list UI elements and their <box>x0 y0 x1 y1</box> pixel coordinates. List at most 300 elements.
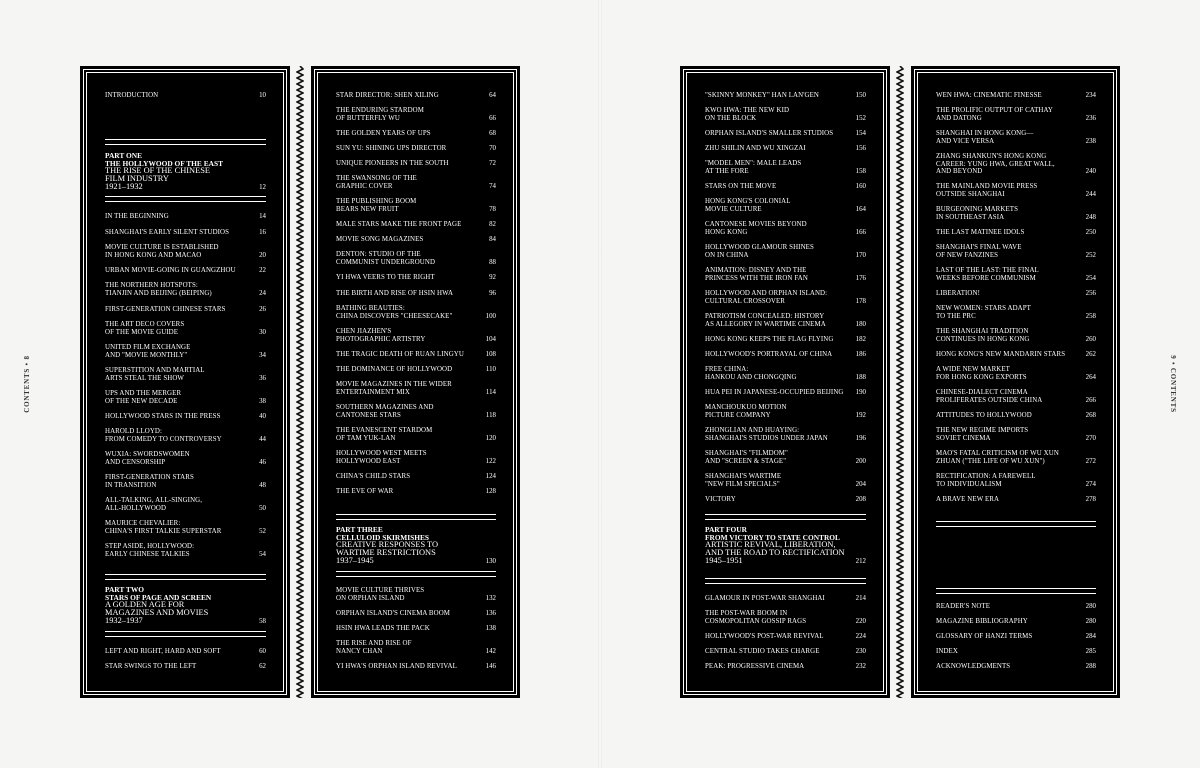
toc-entry[interactable] <box>336 381 496 396</box>
toc-entry[interactable] <box>105 390 266 405</box>
toc-entry-title: SUN YU: SHINING UPS DIRECTOR <box>336 145 447 152</box>
toc-entry[interactable] <box>336 351 496 359</box>
toc-entry[interactable] <box>705 595 866 603</box>
toc-entry-title: THE POST-WAR BOOM IN COSMOPOLITAN GOSSIP RAGS <box>705 610 807 625</box>
toc-entry[interactable] <box>336 587 496 602</box>
toc-entry-title: CHINA'S CHILD STARS <box>336 473 411 480</box>
toc-entry[interactable] <box>336 305 496 320</box>
part-years: 1945–1951 <box>705 556 743 566</box>
toc-entry-title: HOLLYWOOD'S PORTRAYAL OF CHINA <box>705 351 833 358</box>
toc-entry-page: 120 <box>485 434 496 442</box>
toc-entry-page: 166 <box>855 228 866 236</box>
toc-entry[interactable] <box>936 305 1096 320</box>
toc-entry[interactable] <box>336 107 496 122</box>
toc-entry-title: INTRODUCTION <box>105 92 159 99</box>
toc-entry[interactable] <box>705 496 866 504</box>
toc-entry-page: 214 <box>855 595 866 602</box>
toc-entry-title: CANTONESE MOVIES BEYOND HONG KONG <box>705 221 807 236</box>
part-title: PART THREE CELLULOID SKIRMISHES <box>336 525 430 542</box>
part-page-number: 130 <box>485 558 496 566</box>
toc-entry-title: ANIMATION: DISNEY AND THE PRINCESS WITH THE IRON FAN <box>705 267 808 282</box>
toc-entry-page: 230 <box>855 648 866 655</box>
toc-entry-page: 82 <box>489 221 496 228</box>
toc-entry[interactable] <box>936 351 1096 359</box>
toc-entry[interactable] <box>336 92 496 100</box>
section-rule <box>936 521 1096 527</box>
part-title: PART ONE THE HOLLYWOOD OF THE EAST <box>105 151 224 168</box>
toc-entry-title: ACKNOWLEDGMENTS <box>936 663 1011 670</box>
toc-entry-title: HONG KONG KEEPS THE FLAG FLYING <box>705 336 834 343</box>
toc-entry[interactable] <box>336 328 496 343</box>
toc-entry[interactable] <box>336 640 496 655</box>
toc-entry-page: 284 <box>1085 633 1096 640</box>
part-subtitle: ARTISTIC REVIVAL, LIBERATION, AND THE ROAD TO RECTIFICATION <box>705 540 845 558</box>
part-heading[interactable] <box>336 526 496 565</box>
toc-entry-page: 232 <box>855 663 866 670</box>
toc-entry[interactable] <box>705 244 866 259</box>
part-page-number: 212 <box>855 558 866 566</box>
toc-entry-page: 40 <box>259 413 266 420</box>
toc-entry-title: HOLLYWOOD GLAMOUR SHINES ON IN CHINA <box>705 244 814 259</box>
toc-entry-page: 270 <box>1085 434 1096 442</box>
toc-entry-title: ZHU SHILIN AND WU XINGZAI <box>705 145 806 152</box>
toc-entry-page: 278 <box>1085 496 1096 503</box>
toc-entry-title: MAO'S FATAL CRITICISM OF WU XUN ZHUAN ("THE LIFE OF WU XUN") <box>936 450 1059 465</box>
toc-entry[interactable] <box>336 427 496 442</box>
toc-entry-title: STAR SWINGS TO THE LEFT <box>105 663 197 670</box>
toc-entry[interactable] <box>336 198 496 213</box>
toc-entry[interactable] <box>336 130 496 138</box>
toc-entry-title: INDEX <box>936 648 958 655</box>
toc-entry[interactable] <box>705 648 866 656</box>
toc-entry[interactable] <box>336 404 496 419</box>
toc-entry[interactable] <box>705 366 866 381</box>
toc-entry-title: THE NEW REGIME IMPORTS SOVIET CINEMA <box>936 427 1029 442</box>
section-rule <box>336 571 496 577</box>
toc-entry[interactable] <box>936 496 1096 504</box>
toc-entry[interactable] <box>105 451 266 466</box>
toc-entry-page: 44 <box>259 435 266 443</box>
toc-entry-title: THE TRAGIC DEATH OF RUAN LINGYU <box>336 351 464 358</box>
toc-entry[interactable] <box>336 488 496 496</box>
toc-entry[interactable] <box>936 229 1096 237</box>
toc-entry[interactable] <box>336 663 496 671</box>
toc-entry[interactable] <box>705 427 866 442</box>
section-rule <box>105 139 266 145</box>
toc-entry-page: 26 <box>259 306 266 313</box>
toc-entry-page: 260 <box>1085 335 1096 343</box>
toc-entry-page: 72 <box>489 160 496 167</box>
toc-entry-title: LAST OF THE LAST: THE FINAL WEEKS BEFORE COMMUNISM <box>936 267 1039 282</box>
toc-entry[interactable] <box>936 648 1096 656</box>
toc-entry-title: READER'S NOTE <box>936 603 991 610</box>
toc-entry[interactable] <box>705 336 866 344</box>
toc-entry-page: 154 <box>855 130 866 137</box>
toc-entry[interactable] <box>936 618 1096 626</box>
toc-entry-page: 36 <box>259 374 266 382</box>
toc-entry[interactable] <box>705 663 866 671</box>
toc-entry[interactable] <box>936 107 1096 122</box>
toc-entry-title: HUA PEI IN JAPANESE-OCCUPIED BEIJING <box>705 389 844 396</box>
toc-entry-page: 208 <box>855 496 866 503</box>
part-page-number: 58 <box>259 618 266 626</box>
toc-entry-page: 110 <box>485 366 496 373</box>
toc-entry-page: 30 <box>259 328 266 336</box>
toc-entry[interactable] <box>705 290 866 305</box>
toc-entry-title: SUPERSTITION AND MARTIAL ARTS STEAL THE SHOW <box>105 367 205 382</box>
toc-entry-title: PEAK: PROGRESSIVE CINEMA <box>705 663 805 670</box>
toc-entry-title: UNITED FILM EXCHANGE AND "MOVIE MONTHLY" <box>105 344 191 359</box>
toc-entry[interactable] <box>936 427 1096 442</box>
toc-entry-page: 54 <box>259 550 266 558</box>
toc-column-2 <box>336 66 496 698</box>
toc-entry[interactable] <box>105 648 266 656</box>
toc-entry-title: THE MAINLAND MOVIE PRESS OUTSIDE SHANGHAI <box>936 183 1038 198</box>
toc-entry-title: SHANGHAI'S FINAL WAVE OF NEW FANZINES <box>936 244 1022 259</box>
toc-entry-title: THE GOLDEN YEARS OF UPS <box>336 130 431 137</box>
toc-entry-page: 136 <box>485 610 496 617</box>
toc-entry[interactable] <box>705 404 866 419</box>
left-page-label: CONTENTS • 8 <box>23 355 31 413</box>
part-heading[interactable] <box>105 586 266 625</box>
toc-entry-page: 158 <box>855 167 866 175</box>
toc-entry-page: 220 <box>855 617 866 625</box>
toc-entry[interactable] <box>936 267 1096 282</box>
toc-entry[interactable] <box>105 267 266 275</box>
toc-entry-page: 122 <box>485 457 496 465</box>
toc-entry-title: THE DOMINANCE OF HOLLYWOOD <box>336 366 453 373</box>
toc-entry[interactable] <box>336 473 496 481</box>
toc-entry[interactable] <box>705 610 866 625</box>
toc-entry[interactable] <box>705 267 866 282</box>
toc-entry[interactable] <box>105 367 266 382</box>
toc-entry-title: PATRIOTISM CONCEALED: HISTORY AS ALLEGORY IN WARTIME CINEMA <box>705 313 826 328</box>
toc-entry-title: THE ENDURING STARDOM OF BUTTERFLY WU <box>336 107 424 122</box>
toc-entry-page: 186 <box>855 351 866 358</box>
toc-entry-title: HOLLYWOOD STARS IN THE PRESS <box>105 413 221 420</box>
toc-entry[interactable] <box>936 603 1096 611</box>
toc-entry-page: 266 <box>1085 396 1096 404</box>
toc-entry-title: CHEN JIAZHEN'S PHOTOGRAPHIC ARTISTRY <box>336 328 426 343</box>
toc-entry-page: 74 <box>489 182 496 190</box>
toc-entry-page: 204 <box>855 480 866 488</box>
toc-entry[interactable] <box>705 351 866 359</box>
toc-entry-title: RECTIFICATION: A FAREWELL TO INDIVIDUALISM <box>936 473 1036 488</box>
toc-entry-page: 238 <box>1085 137 1096 145</box>
section-rule <box>105 196 266 202</box>
toc-entry-page: 138 <box>485 625 496 632</box>
toc-entry[interactable] <box>705 160 866 175</box>
toc-entry-page: 252 <box>1085 251 1096 259</box>
toc-entry-page: 50 <box>259 504 266 512</box>
toc-entry-title: KWO HWA: THE NEW KID ON THE BLOCK <box>705 107 790 122</box>
toc-entry-title: ALL-TALKING, ALL-SINGING, ALL-HOLLYWOOD <box>105 497 203 512</box>
section-rule <box>936 588 1096 594</box>
toc-entry[interactable] <box>705 145 866 153</box>
toc-entry[interactable] <box>105 474 266 489</box>
toc-entry-title: THE SWANSONG OF THE GRAPHIC COVER <box>336 175 417 190</box>
toc-entry[interactable] <box>705 92 866 100</box>
toc-entry-page: 248 <box>1085 213 1096 221</box>
toc-entry-title: MOVIE SONG MAGAZINES <box>336 236 424 243</box>
toc-entry-title: THE SHANGHAI TRADITION CONTINUES IN HONG KONG <box>936 328 1030 343</box>
toc-entry[interactable] <box>105 520 266 535</box>
toc-entry-page: 152 <box>855 114 866 122</box>
toc-entry[interactable] <box>705 389 866 397</box>
toc-entry-page: 70 <box>489 145 496 152</box>
toc-entry-page: 142 <box>485 647 496 655</box>
toc-entry-page: 128 <box>485 488 496 495</box>
section-rule <box>336 514 496 520</box>
toc-entry-title: THE RISE AND RISE OF NANCY CHAN <box>336 640 412 655</box>
toc-entry[interactable] <box>336 221 496 229</box>
toc-entry[interactable] <box>936 450 1096 465</box>
toc-entry-page: 280 <box>1085 603 1096 610</box>
toc-entry[interactable] <box>936 183 1096 198</box>
toc-entry-page: 180 <box>855 320 866 328</box>
toc-entry-title: BURGEONING MARKETS IN SOUTHEAST ASIA <box>936 206 1019 221</box>
toc-entry[interactable] <box>105 543 266 558</box>
toc-entry[interactable] <box>105 229 266 237</box>
toc-entry-title: THE NORTHERN HOTSPOTS: TIANJIN AND BEIJING (BEIPING) <box>105 282 212 297</box>
toc-entry-title: THE LAST MATINEE IDOLS <box>936 229 1025 236</box>
toc-entry[interactable] <box>936 244 1096 259</box>
toc-entry-page: 156 <box>855 145 866 152</box>
toc-entry-page: 64 <box>489 92 496 99</box>
toc-entry-title: STEP ASIDE, HOLLYWOOD: EARLY CHINESE TALKIES <box>105 543 195 558</box>
toc-entry-page: 196 <box>855 434 866 442</box>
toc-entry[interactable] <box>336 145 496 153</box>
toc-entry-page: 236 <box>1085 114 1096 122</box>
toc-entry-title: ORPHAN ISLAND'S SMALLER STUDIOS <box>705 130 834 137</box>
toc-entry[interactable] <box>705 130 866 138</box>
toc-entry-page: 164 <box>855 205 866 213</box>
part-subtitle: A GOLDEN AGE FOR MAGAZINES AND MOVIES <box>105 600 209 618</box>
toc-entry-page: 178 <box>855 297 866 305</box>
toc-entry-page: 132 <box>485 594 496 602</box>
toc-panel-3 <box>680 66 890 698</box>
part-subtitle: CREATIVE RESPONSES TO WARTIME RESTRICTIONS <box>336 540 439 558</box>
toc-entry-page: 285 <box>1085 648 1096 655</box>
zigzag-divider-left <box>296 66 304 698</box>
toc-entry[interactable] <box>336 610 496 618</box>
part-heading[interactable] <box>105 152 266 191</box>
toc-entry-page: 160 <box>855 183 866 190</box>
toc-entry-title: STAR DIRECTOR: SHEN XILING <box>336 92 439 99</box>
toc-entry[interactable] <box>936 153 1096 176</box>
toc-entry-title: THE PUBLISHING BOOM BEARS NEW FRUIT <box>336 198 417 213</box>
toc-entry-page: 84 <box>489 236 496 243</box>
toc-entry-title: LEFT AND RIGHT, HARD AND SOFT <box>105 648 221 655</box>
toc-entry[interactable] <box>336 366 496 374</box>
toc-entry-title: UNIQUE PIONEERS IN THE SOUTH <box>336 160 449 167</box>
toc-entry-page: 114 <box>485 388 496 396</box>
toc-entry-page: 118 <box>485 411 496 419</box>
toc-entry[interactable] <box>336 450 496 465</box>
toc-panel-4 <box>911 66 1120 698</box>
toc-entry-title: IN THE BEGINNING <box>105 213 169 220</box>
part-heading[interactable] <box>705 526 866 565</box>
section-rule <box>105 631 266 637</box>
toc-entry-title: YI HWA'S ORPHAN ISLAND REVIVAL <box>336 663 457 670</box>
toc-entry[interactable] <box>105 321 266 336</box>
toc-entry-title: URBAN MOVIE-GOING IN GUANGZHOU <box>105 267 236 274</box>
toc-entry-title: FIRST-GENERATION STARS IN TRANSITION <box>105 474 194 489</box>
toc-entry[interactable] <box>936 366 1096 381</box>
toc-entry-title: THE EVANESCENT STARDOM OF TAM YUK-LAN <box>336 427 433 442</box>
toc-column-4 <box>936 66 1096 698</box>
toc-entry-title: SHANGHAI'S EARLY SILENT STUDIOS <box>105 229 230 236</box>
toc-entry-title: BATHING BEAUTIES: CHINA DISCOVERS "CHEESECAKE" <box>336 305 453 320</box>
toc-entry-page: 176 <box>855 274 866 282</box>
toc-entry[interactable] <box>936 290 1096 298</box>
toc-entry-title: MAURICE CHEVALIER: CHINA'S FIRST TALKIE SUPERSTAR <box>105 520 222 535</box>
toc-entry-page: 62 <box>259 663 266 670</box>
toc-entry[interactable] <box>105 497 266 512</box>
toc-entry[interactable] <box>336 625 496 633</box>
toc-entry-title: "SKINNY MONKEY" HAN LAN'GEN <box>705 92 820 99</box>
toc-entry-title: HAROLD LLOYD: FROM COMEDY TO CONTROVERSY <box>105 428 222 443</box>
toc-entry-title: CHINESE-DIALECT CINEMA PROLIFERATES OUTSIDE CHINA <box>936 389 1043 404</box>
toc-entry[interactable] <box>105 344 266 359</box>
toc-entry-title: DENTON: STUDIO OF THE COMMUNIST UNDERGROUND <box>336 251 436 266</box>
toc-column-3 <box>705 66 866 698</box>
toc-entry[interactable] <box>705 313 866 328</box>
toc-entry-page: 38 <box>259 397 266 405</box>
toc-entry-title: ATTITUDES TO HOLLYWOOD <box>936 412 1032 419</box>
toc-entry-page: 258 <box>1085 312 1096 320</box>
toc-column-1 <box>105 66 266 698</box>
toc-entry-page: 68 <box>489 130 496 137</box>
toc-entry-title: HONG KONG'S COLONIAL MOVIE CULTURE <box>705 198 791 213</box>
toc-entry[interactable] <box>936 389 1096 404</box>
toc-entry-page: 224 <box>855 633 866 640</box>
toc-entry[interactable] <box>105 306 266 314</box>
toc-entry-title: FREE CHINA: HANKOU AND CHONGQING <box>705 366 797 381</box>
toc-entry-page: 254 <box>1085 274 1096 282</box>
toc-entry-page: 88 <box>489 258 496 266</box>
toc-entry-title: MANCHOUKUO MOTION PICTURE COMPANY <box>705 404 787 419</box>
toc-entry-page: 22 <box>259 267 266 274</box>
toc-entry[interactable] <box>936 130 1096 145</box>
toc-entry[interactable] <box>705 183 866 191</box>
toc-entry-page: 16 <box>259 229 266 236</box>
part-title: PART FOUR FROM VICTORY TO STATE CONTROL <box>705 525 840 542</box>
toc-entry-title: FIRST-GENERATION CHINESE STARS <box>105 306 226 313</box>
toc-entry-title: SOUTHERN MAGAZINES AND CANTONESE STARS <box>336 404 434 419</box>
toc-entry-title: WEN HWA: CINEMATIC FINESSE <box>936 92 1042 99</box>
toc-entry-title: HOLLYWOOD WEST MEETS HOLLYWOOD EAST <box>336 450 427 465</box>
toc-entry-page: 264 <box>1085 373 1096 381</box>
toc-entry[interactable] <box>105 213 266 221</box>
toc-entry[interactable] <box>105 663 266 671</box>
toc-entry-page: 66 <box>489 114 496 122</box>
toc-entry-page: 190 <box>855 389 866 396</box>
toc-entry[interactable] <box>705 221 866 236</box>
toc-entry[interactable] <box>936 633 1096 641</box>
toc-entry[interactable] <box>105 413 266 421</box>
toc-entry[interactable] <box>705 198 866 213</box>
toc-entry[interactable] <box>105 92 266 100</box>
toc-entry-title: MALE STARS MAKE THE FRONT PAGE <box>336 221 462 228</box>
toc-entry-title: THE ART DECO COVERS OF THE MOVIE GUIDE <box>105 321 185 336</box>
toc-entry[interactable] <box>936 473 1096 488</box>
toc-entry-title: UPS AND THE MERGER OF THE NEW DECADE <box>105 390 182 405</box>
toc-entry[interactable] <box>105 428 266 443</box>
toc-entry-page: 60 <box>259 648 266 655</box>
toc-entry-page: 14 <box>259 213 266 220</box>
toc-entry-page: 244 <box>1085 190 1096 198</box>
toc-entry-page: 100 <box>485 312 496 320</box>
toc-panel-2 <box>311 66 520 698</box>
book-gutter <box>598 0 602 768</box>
section-rule <box>105 574 266 580</box>
toc-entry[interactable] <box>705 107 866 122</box>
toc-entry[interactable] <box>936 663 1096 671</box>
toc-entry-title: "MODEL MEN": MALE LEADS AT THE FORE <box>705 160 802 175</box>
toc-entry[interactable] <box>105 244 266 259</box>
toc-entry-page: 10 <box>259 92 266 99</box>
toc-entry-title: HONG KONG'S NEW MANDARIN STARS <box>936 351 1066 358</box>
toc-entry[interactable] <box>936 206 1096 221</box>
toc-entry[interactable] <box>336 175 496 190</box>
toc-entry[interactable] <box>936 328 1096 343</box>
toc-entry-page: 46 <box>259 458 266 466</box>
toc-entry-title: STARS ON THE MOVE <box>705 183 777 190</box>
toc-entry[interactable] <box>936 412 1096 420</box>
toc-entry-page: 240 <box>1085 168 1096 175</box>
toc-entry-title: MOVIE MAGAZINES IN THE WIDER ENTERTAINMENT MIX <box>336 381 452 396</box>
toc-entry-title: HOLLYWOOD AND ORPHAN ISLAND: CULTURAL CROSSOVER <box>705 290 828 305</box>
toc-entry-page: 34 <box>259 351 266 359</box>
toc-entry[interactable] <box>705 473 866 488</box>
toc-entry[interactable] <box>705 633 866 641</box>
toc-entry-page: 150 <box>855 92 866 99</box>
toc-entry-title: HOLLYWOOD'S POST-WAR REVIVAL <box>705 633 824 640</box>
toc-entry-page: 78 <box>489 205 496 213</box>
toc-entry[interactable] <box>336 290 496 298</box>
toc-entry[interactable] <box>336 236 496 244</box>
toc-entry-page: 268 <box>1085 412 1096 419</box>
toc-entry-page: 92 <box>489 274 496 281</box>
toc-panel-1 <box>80 66 290 698</box>
toc-entry-title: A BRAVE NEW ERA <box>936 496 1000 503</box>
toc-entry-page: 146 <box>485 663 496 670</box>
part-years: 1937–1945 <box>336 556 374 566</box>
toc-entry[interactable] <box>936 92 1096 100</box>
toc-entry-title: THE PROLIFIC OUTPUT OF CATHAY AND DATONG <box>936 107 1053 122</box>
part-title: PART TWO STARS OF PAGE AND SCREEN <box>105 585 212 602</box>
toc-entry[interactable] <box>336 251 496 266</box>
toc-entry-title: ORPHAN ISLAND'S CINEMA BOOM <box>336 610 451 617</box>
toc-entry-page: 48 <box>259 481 266 489</box>
toc-entry-title: SHANGHAI IN HONG KONG— AND VICE VERSA <box>936 130 1034 145</box>
toc-entry-page: 170 <box>855 251 866 259</box>
part-subtitle: THE RISE OF THE CHINESE FILM INDUSTRY <box>105 166 210 184</box>
toc-entry-title: NEW WOMEN: STARS ADAPT TO THE PRC <box>936 305 1031 320</box>
toc-entry[interactable] <box>105 282 266 297</box>
part-years: 1932–1937 <box>105 616 143 626</box>
toc-entry[interactable] <box>705 450 866 465</box>
toc-entry-page: 96 <box>489 290 496 297</box>
toc-entry-page: 262 <box>1085 351 1096 358</box>
toc-entry-page: 52 <box>259 527 266 535</box>
toc-entry[interactable] <box>336 160 496 168</box>
part-page-number: 12 <box>259 184 266 192</box>
toc-entry[interactable] <box>336 274 496 282</box>
toc-entry-title: GLOSSARY OF HANZI TERMS <box>936 633 1033 640</box>
toc-entry-title: A WIDE NEW MARKET FOR HONG KONG EXPORTS <box>936 366 1027 381</box>
